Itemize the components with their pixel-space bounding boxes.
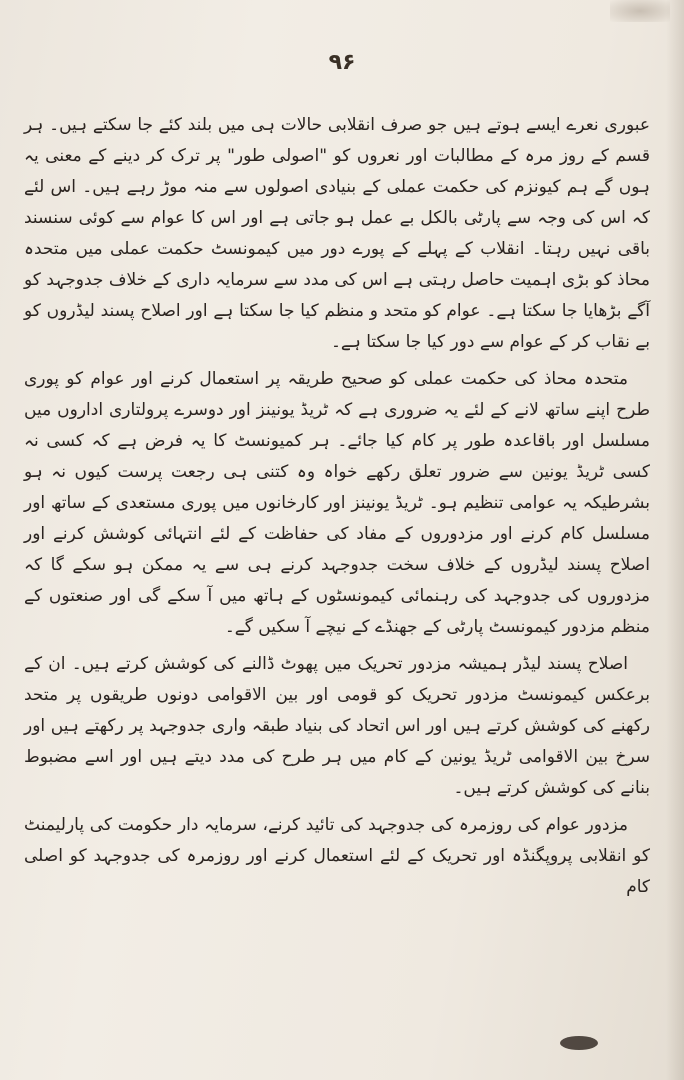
- page-edge-shadow: [666, 0, 684, 1080]
- paragraph-2: متحدہ محاذ کی حکمت عملی کو صحیح طریقہ پر استعمال کرنے اور عوام کو پوری طرح اپنے ساتھ لانے کے لئے یہ ضروری ہے کہ ٹریڈ یونینز اور دوسرے پرولتاری اداروں میں مسلسل اور باقاعدہ طور پر کام کیا جائے۔ ہر کمیونسٹ کا یہ فرض ہے کہ کسی نہ کسی ٹریڈ یونین سے ضرور تعلق رکھے خواہ وہ کتنی ہی رجعت پرست کیوں نہ ہو بشرطیکہ یہ عوامی تنظیم ہو۔ ٹریڈ یونینز اور کارخانوں میں پوری مستعدی کے ساتھ اور مسلسل کام کرنے اور مزدوروں کے مفاد کی حفاظت کے لئے انتہائی کوشش کرنے اور اصلاح پسند لیڈروں کے خلاف سخت جدوجہد کرنے ہی سے یہ ممکن ہو سکے گا کہ مزدوروں کی جدوجہد کی رہنمائی کیمونسٹوں کے ہاتھ میں آ سکے گی اور صنعتوں کے منظم مزدور کیمونسٹ پارٹی کے جھنڈے کے نیچے آ سکیں گے۔: [24, 369, 650, 637]
- ink-stain: [610, 0, 670, 22]
- page-number: ۹۶: [328, 50, 356, 75]
- paragraph-1: عبوری نعرے ایسے ہوتے ہیں جو صرف انقلابی حالات ہی میں بلند کئے جا سکتے ہیں۔ ہر قسم کے روز مرہ کے مطالبات اور نعروں کو "اصولی طور" پر ترک کر دینے کے معنی یہ ہوں گے ہم کیونزم کی حکمت عملی کے بنیادی اصولوں سے منہ موڑ رہے ہیں۔ اس لئے کہ اس کی وجہ سے پارٹی بالکل بے عمل ہو جاتی ہے اور اس کا عوام سے کوئی سنسند باقی نہیں رہتا۔ انقلاب کے پہلے کے پورے دور میں کیمونسٹ حکمت عملی میں متحدہ محاذ کو بڑی اہمیت حاصل رہتی ہے اس کی مدد سے سرمایہ داری کے خلاف جدوجہد کو آگے بڑھایا جا سکتا ہے۔ عوام کو متحد و منظم کیا جا سکتا ہے اور اصلاح پسند لیڈروں کو بے نقاب کر کے عوام سے دور کیا جا سکتا ہے۔: [24, 115, 650, 352]
- ink-smudge: [560, 1036, 598, 1050]
- paragraph-3: اصلاح پسند لیڈر ہمیشہ مزدور تحریک میں پھوٹ ڈالنے کی کوشش کرتے ہیں۔ ان کے برعکس کیمونسٹ مزدور تحریک کو قومی اور بین الاقوامی دونوں طریقوں پر متحد رکھنے کی کوشش کرتے ہیں اور اس اتحاد کی بنیاد طبقہ واری جدوجہد پر رکھتے ہیں اور سرخ بین الاقوامی ٹریڈ یونین کے کام میں ہر طرح کی مدد دیتے ہیں اور اسے مضبوط بنانے کی کوشش کرتے ہیں۔: [24, 654, 650, 798]
- paragraph-4: مزدور عوام کی روزمرہ کی جدوجہد کی تائید کرنے، سرمایہ دار حکومت کی پارلیمنٹ کو انقلابی پروپگنڈہ اور تحریک کے لئے استعمال کرنے اور روزمرہ کی جدوجہد کو اصلی کام: [24, 815, 650, 897]
- body-text: [24, 110, 650, 909]
